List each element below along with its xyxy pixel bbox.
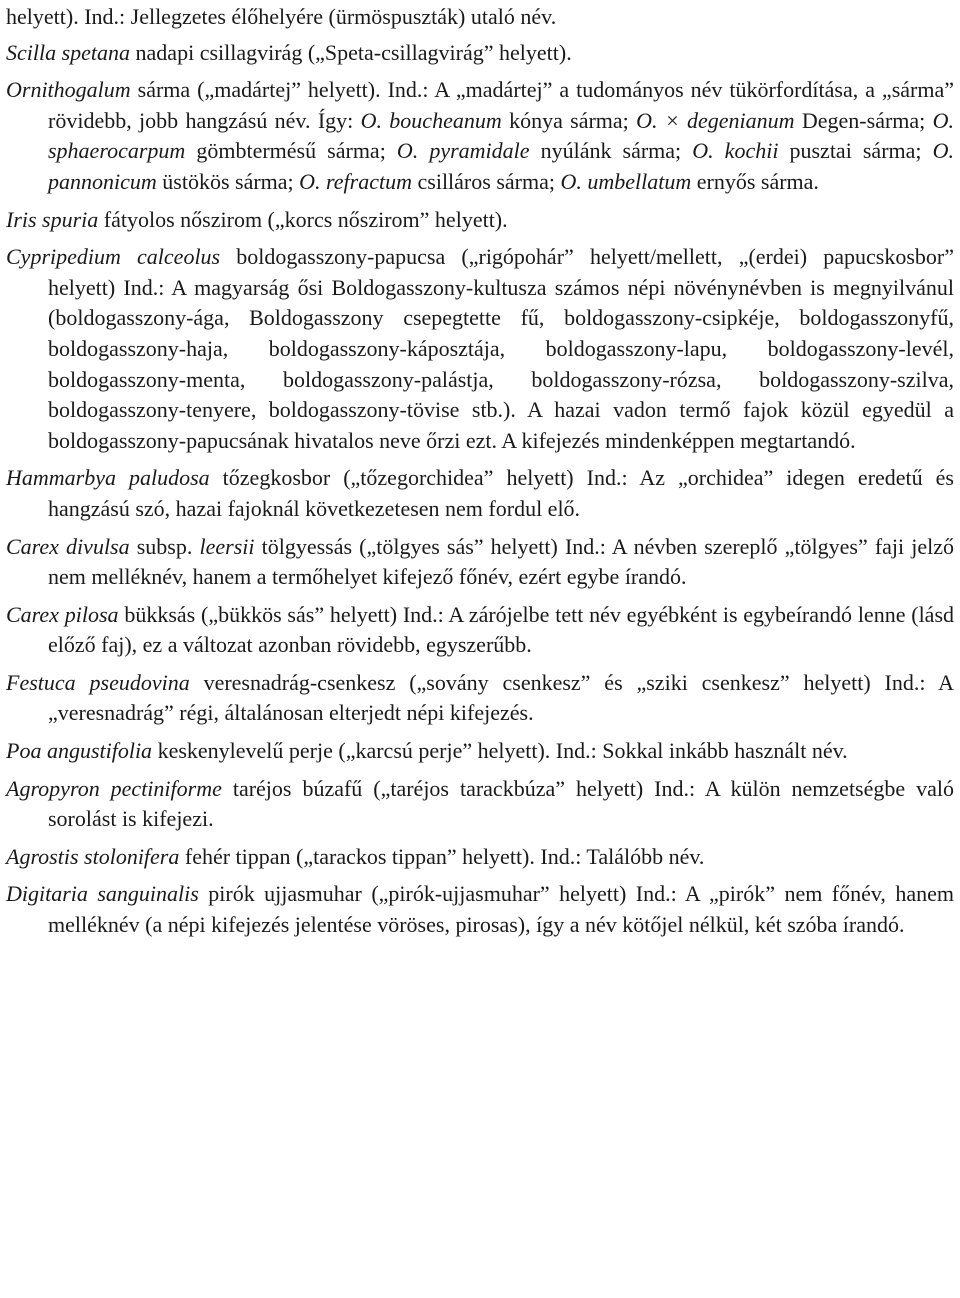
entry-text: fehér tippan („tarackos tippan” helyett). Ind.: Találóbb név. xyxy=(179,843,705,869)
entry-text: gömbtermésű sárma; xyxy=(185,138,397,164)
entry-text: sárma („madártej” helyett). Ind.: A „madártej” a tudományos név tükörfordítása, a „sárma” rövidebb, jobb hangzású név. Így: xyxy=(48,77,954,133)
species-name: leersii xyxy=(199,533,255,559)
entry-text: csilláros sárma; xyxy=(412,168,561,194)
species-name: Cypripedium calceolus xyxy=(6,244,221,270)
entry-text: boldogasszony-papucsa („rigópohár” helyett/mellett, „(erdei) papucskosbor” helyett) Ind.: A magyarság ősi Boldogasszony-kultusza számos népi növénynévben is megnyilvánul (boldogasszony-ága, Boldogasszony csepegtette fű, boldogasszony-csipkéje, boldogasszonyfű, boldogasszony-haja, boldogasszony-káposztája, boldogasszony-lapu, boldogasszony-levél, boldogasszony-menta, boldogasszony-palástja, boldogasszony-rózsa, boldogasszony-szilva, boldogasszony-tenyere, boldogasszony-tövise stb.). A hazai vadon termő fajok közül egyedül a boldogasszony-papucsának hivatalos neve őrzi ezt. A kifejezés mindenképpen megtartandó. xyxy=(48,244,954,453)
entry-text: nyúlánk sárma; xyxy=(529,138,693,164)
species-name: Ornithogalum xyxy=(6,77,131,103)
dictionary-entry xyxy=(6,600,954,661)
entry-text: bükksás („bükkös sás” helyett) Ind.: A zárójelbe tett név egyébként is egybeírandó lenne (lásd előző faj), ez a változat azonban rövidebb, egyszerűbb. xyxy=(48,601,955,658)
entry-text: nadapi csillagvirág („Speta-csillagvirág” helyett). xyxy=(130,39,572,65)
dictionary-entry xyxy=(6,842,954,873)
entry-text: helyett). Ind.: Jellegzetes élőhelyére (ürmöspuszták) utaló név. xyxy=(6,4,557,29)
species-name: Agrostis stolonifera xyxy=(6,843,180,869)
species-name: O. pannonicum xyxy=(48,138,954,194)
species-name: Carex divulsa xyxy=(6,533,130,559)
entry-text: Degen-sárma; xyxy=(794,107,933,133)
dictionary-entry xyxy=(6,532,954,593)
dictionary-entry xyxy=(6,463,954,524)
species-name: Digitaria sanguinalis xyxy=(6,881,199,907)
species-name: O. refractum xyxy=(299,168,412,194)
dictionary-entry xyxy=(6,2,954,33)
species-name: O. umbellatum xyxy=(560,168,692,194)
entry-list xyxy=(6,2,954,941)
species-name: O. pyramidale xyxy=(396,138,530,164)
dictionary-entry xyxy=(6,205,954,236)
entry-text: pirók ujjasmuhar („pirók-ujjasmuhar” helyett) Ind.: A „pirók” nem főnév, hanem melléknév (a népi kifejezés jelentése vöröses, pirosas), így a név kötőjel nélkül, két szóba írandó. xyxy=(48,881,955,938)
species-name: Poa angustifolia xyxy=(6,738,153,764)
dictionary-entry xyxy=(6,242,954,456)
dictionary-entry xyxy=(6,736,954,767)
entry-text: keskenylevelű perje („karcsú perje” helyett). Ind.: Sokkal inkább használt név. xyxy=(152,738,848,764)
species-name: Hammarbya paludosa xyxy=(6,465,210,491)
dictionary-entry xyxy=(6,774,954,835)
dictionary-entry xyxy=(6,38,954,69)
species-name: Agropyron pectiniforme xyxy=(6,775,222,801)
species-name: Carex pilosa xyxy=(6,601,119,627)
entry-text: fátyolos nőszirom („korcs nőszirom” helyett). xyxy=(98,206,508,232)
entry-text: kónya sárma; xyxy=(501,107,637,133)
entry-text: pusztai sárma; xyxy=(778,138,933,164)
entry-text: subsp. xyxy=(129,533,200,559)
species-name: O. sphaerocarpum xyxy=(48,107,954,164)
entry-text: veresnadrág-csenkesz („sovány csenkesz” és „sziki csenkesz” helyett) Ind.: A „veresnadrág” régi, általánosan elterjedt népi kifejezés. xyxy=(48,669,954,726)
species-name: Festuca pseudovina xyxy=(6,669,190,695)
entry-text: tölgyessás („tölgyes sás” helyett) Ind.: A névben szereplő „tölgyes” faji jelző nem melléknév, hanem a termőhelyet kifejező főnév, ezért egybe írandó. xyxy=(48,533,955,590)
entry-text: tőzegkosbor („tőzegorchidea” helyett) Ind.: Az „orchidea” idegen eredetű és hangzású szó, hazai fajoknál következetesen nem fordul elő. xyxy=(48,465,954,521)
species-name: O. boucheanum xyxy=(360,107,502,133)
species-name: O. kochii xyxy=(692,138,779,164)
species-name: Iris spuria xyxy=(6,206,99,232)
dictionary-entry xyxy=(6,75,954,197)
dictionary-entry xyxy=(6,879,954,940)
entry-text: ernyős sárma. xyxy=(691,168,819,194)
species-name: Scilla spetana xyxy=(6,39,131,65)
entry-text: üstökös sárma; xyxy=(156,168,300,194)
dictionary-entry xyxy=(6,668,954,729)
entry-text: taréjos búzafű („taréjos tarackbúza” helyett) Ind.: A külön nemzetségbe való sorolást is kifejezi. xyxy=(48,775,954,832)
species-name: O. × degenianum xyxy=(636,107,795,133)
